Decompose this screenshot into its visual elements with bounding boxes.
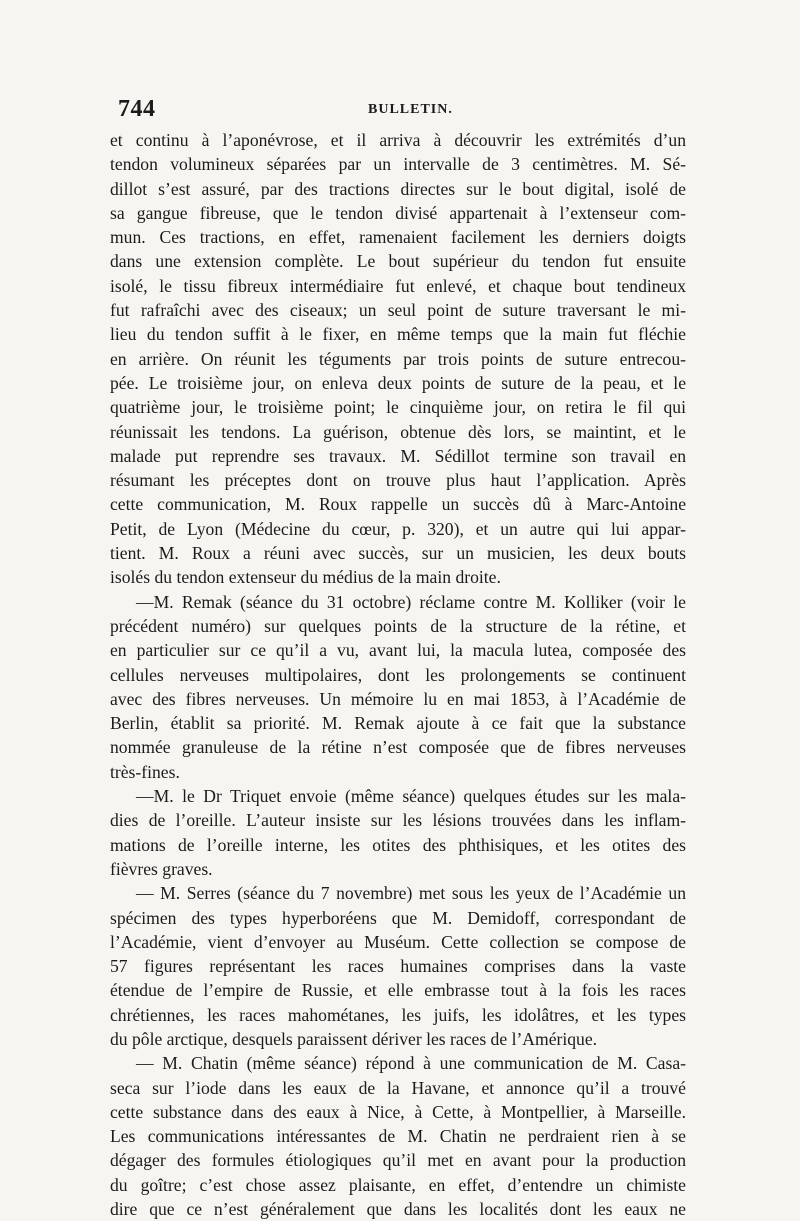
text-line: isolé, le tissu fibreux intermédiaire fut enlevé, et chaque bout tendineux xyxy=(110,275,686,296)
text-line: isolés du tendon extenseur du médius de la main droite. xyxy=(110,567,501,588)
text-line: étendue de l’empire de Russie, et elle embrasse tout à la fois les races xyxy=(110,980,686,1001)
text-line: malade put reprendre ses travaux. M. Sédillot termine son travail en xyxy=(110,445,686,466)
text-line: résumant les préceptes dont on trouve plus haut l’application. Après xyxy=(110,470,686,491)
text-line: du pôle arctique, desquels paraissent dériver les races de l’Amérique. xyxy=(110,1028,598,1049)
text-line: dégager des formules étiologiques qu’il met en avant pour la production xyxy=(110,1150,686,1171)
text-line: quatrième jour, le troisième point; le cinquième jour, on retira le fil qui xyxy=(110,397,686,418)
text-line: Berlin, établit sa priorité. M. Remak ajoute à ce fait que la substance xyxy=(110,713,686,734)
text-line: en arrière. On réunit les téguments par trois points de suture entrecou- xyxy=(110,348,686,369)
text-line: pée. Le troisième jour, on enleva deux points de suture de la peau, et le xyxy=(110,372,686,393)
text-line: avec des fibres nerveuses. Un mémoire lu en mai 1853, à l’Académie de xyxy=(110,688,686,709)
text-line: réunissait les tendons. La guérison, obtenue dès lors, se maintint, et le xyxy=(110,421,686,442)
text-line: mun. Ces tractions, en effet, ramenaient facilement les derniers doigts xyxy=(110,227,686,248)
text-line: nommée granuleuse de la rétine n’est composée que de fibres nerveuses xyxy=(110,737,686,758)
page-header xyxy=(118,96,688,126)
text-line: Les communications intéressantes de M. Chatin ne perdraient rien à se xyxy=(110,1126,686,1147)
text-line: —M. le Dr Triquet envoie (même séance) quelques études sur les mala- xyxy=(136,786,686,807)
text-line: cette substance dans des eaux à Nice, à Cette, à Montpellier, à Marseille. xyxy=(110,1101,686,1122)
text-line: et continu à l’aponévrose, et il arriva à découvrir les extrémités d’un xyxy=(110,130,686,150)
text-line: tendon volumineux séparées par un intervalle de 3 centimètres. M. Sé- xyxy=(110,154,686,175)
text-line: l’Académie, vient d’envoyer au Muséum. Cette collection se compose de xyxy=(110,931,686,952)
running-title: BULLETIN. xyxy=(368,102,453,117)
text-line: 57 figures représentant les races humaines comprises dans la vaste xyxy=(110,956,686,977)
text-line: cellules nerveuses multipolaires, dont les prolongements se continuent xyxy=(110,664,686,685)
text-line: dans une extension complète. Le bout supérieur du tendon fut ensuite xyxy=(110,251,686,272)
text-line: fièvres graves. xyxy=(110,858,213,879)
text-line: fut rafraîchi avec des ciseaux; un seul point de suture traversant le mi- xyxy=(110,300,686,321)
text-line: cette communication, M. Roux rappelle un succès dû à Marc-Antoine xyxy=(110,494,686,515)
text-line: — M. Serres (séance du 7 novembre) met sous les yeux de l’Académie un xyxy=(136,883,686,904)
text-line: tient. M. Roux a réuni avec succès, sur un musicien, les deux bouts xyxy=(110,543,686,564)
text-line: lieu du tendon suffit à le fixer, en même temps que la main fut fléchie xyxy=(110,324,686,345)
text-line: dies de l’oreille. L’auteur insiste sur les lésions trouvées dans les inflam- xyxy=(110,810,686,831)
text-line: sa gangue fibreuse, que le tendon divisé appartenait à l’extenseur com- xyxy=(110,202,686,223)
text-line: dire que ce n’est généralement que dans les localités dont les eaux ne xyxy=(110,1199,686,1220)
text-line: mations de l’oreille interne, les otites des phthisiques, et les otites des xyxy=(110,834,686,855)
text-line: en particulier sur ce qu’il a vu, avant lui, la macula lutea, composée des xyxy=(110,640,686,661)
text-line: dillot s’est assuré, par des tractions directes sur le bout digital, isolé de xyxy=(110,178,686,199)
text-line: précédent numéro) sur quelques points de la structure de la rétine, et xyxy=(110,615,686,636)
text-line: du goître; c’est chose assez plaisante, en effet, d’entendre un chimiste xyxy=(110,1174,686,1195)
body-text xyxy=(110,128,686,1221)
text-line: Petit, de Lyon (Médecine du cœur, p. 320), et un autre qui lui appar- xyxy=(110,518,686,539)
text-line: — M. Chatin (même séance) répond à une communication de M. Casa- xyxy=(136,1053,686,1074)
text-line: spécimen des types hyperboréens que M. Demidoff, correspondant de xyxy=(110,907,686,928)
text-line: —M. Remak (séance du 31 octobre) réclame contre M. Kolliker (voir le xyxy=(136,591,686,612)
text-line: seca sur l’iode dans les eaux de la Havane, et annonce qu’il a trouvé xyxy=(110,1077,686,1098)
text-line: très-fines. xyxy=(110,761,180,782)
page-number: 744 xyxy=(118,96,156,122)
text-line: chrétiennes, les races mahométanes, les juifs, les idolâtres, et les types xyxy=(110,1004,686,1025)
